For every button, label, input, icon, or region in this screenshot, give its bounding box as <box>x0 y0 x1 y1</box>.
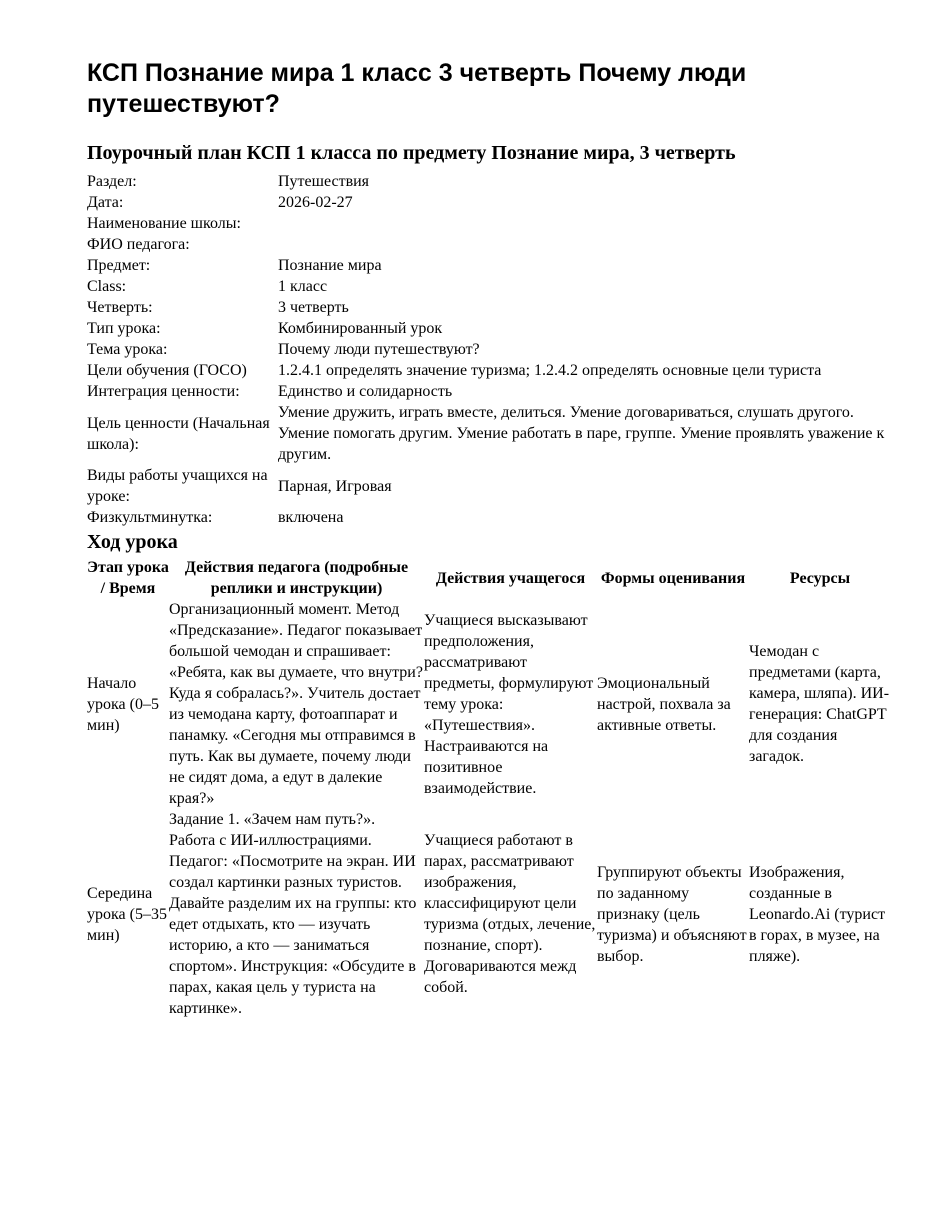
info-row-physical-break <box>87 507 891 528</box>
info-row-value-integration <box>87 381 891 402</box>
info-row-quarter <box>87 297 891 318</box>
plan-row-beginning <box>87 599 891 809</box>
cell-student-actions: Учащиеся высказывают предположения, рассматривают предметы, формулируют тему урока: «Путешествия». Настраиваются на позитивное взаимодействие. <box>424 611 594 797</box>
info-label: Тема урока: <box>87 341 168 358</box>
info-label: Дата: <box>87 194 124 211</box>
page-title: КСП Познание мира 1 класс 3 четверть Почему люди путешествуют? <box>87 59 747 118</box>
info-row-section <box>87 171 891 192</box>
info-value: 2026-02-27 <box>278 194 353 211</box>
info-value: Путешествия <box>278 173 370 190</box>
cell-stage: Середина урока (5–35 мин) <box>87 884 167 944</box>
header-teacher-actions: Действия педагога (подробные реплики и инструкции) <box>184 559 409 597</box>
info-row-value-goal <box>87 402 891 465</box>
header-stage: Этап урока / Время <box>87 559 169 597</box>
cell-assessment: Эмоциональный настрой, похвала за активные ответы. <box>597 674 731 734</box>
info-value: Почему люди путешествуют? <box>278 341 480 358</box>
header-student-actions: Действия учащегося <box>435 569 586 587</box>
info-label: Виды работы учащихся на уроке: <box>87 467 268 505</box>
info-label: Тип урока: <box>87 320 161 337</box>
lesson-info-table <box>87 171 891 528</box>
info-value: включена <box>278 509 344 526</box>
info-label: Предмет: <box>87 257 151 274</box>
info-label: Цели обучения (ГОСО) <box>87 362 247 379</box>
info-row-school <box>87 213 891 234</box>
plan-subtitle: Поурочный план КСП 1 класса по предмету Познание мира, 3 четверть <box>87 142 736 164</box>
info-label: Четверть: <box>87 299 153 316</box>
info-label: Наименование школы: <box>87 215 241 232</box>
info-label: Интеграция ценности: <box>87 383 240 400</box>
info-value: 1.2.4.1 определять значение туризма; 1.2.4.2 определять основные цели туриста <box>278 362 822 379</box>
info-value: 3 четверть <box>278 299 349 316</box>
info-value: Умение дружить, играть вместе, делиться. Умение договариваться, слушать другого. Умение помогать другим. Умение работать в паре, группе. Умение проявлять уважение к другим. <box>278 404 885 463</box>
info-label: Раздел: <box>87 173 137 190</box>
document-page <box>87 58 891 1019</box>
cell-student-actions: Учащиеся работают в парах, рассматривают изображения, классифицируют цели туризма (отдых, лечение, познание, спорт). Договариваются межд собой. <box>424 832 596 996</box>
info-row-lesson-type <box>87 318 891 339</box>
cell-teacher-actions: Задание 1. «Зачем нам путь?». Работа с ИИ-иллюстрациями. Педагог: «Посмотрите на экран. ИИ создал картинки разных туристов. Давайте разделим их на группы: кто едет отдыхать, кто — изучать историю, а кто — заниматься спортом». Инструкция: «Обсудите в парах, какая цель у туриста на картинке». <box>169 811 417 1017</box>
info-value <box>278 213 891 234</box>
header-resources: Ресурсы <box>789 569 851 587</box>
lesson-plan-table <box>87 557 891 1019</box>
cell-teacher-actions: Организационный момент. Метод «Предсказание». Педагог показывает большой чемодан и спрашивает: «Ребята, как вы думаете, что внутри? Куда я собралась?». Учитель достает из чемодана карту, фотоаппарат и панамку. «Сегодня мы отправимся в путь. Как вы думаете, почему люди не сидят дома, а едут в далекие края?» <box>169 601 423 807</box>
info-row-class <box>87 276 891 297</box>
info-value: Комбинированный урок <box>278 320 443 337</box>
info-value: 1 класс <box>278 278 328 295</box>
info-row-work-types <box>87 465 891 507</box>
info-row-goals <box>87 360 891 381</box>
cell-assessment: Группируют объекты по заданному признаку (цель туризма) и объясняют выбор. <box>597 863 747 965</box>
lesson-flow-heading: Ход урока <box>87 531 178 553</box>
info-label: ФИО педагога: <box>87 236 190 253</box>
plan-header-row <box>87 557 891 599</box>
info-row-subject <box>87 255 891 276</box>
cell-resources: Чемодан с предметами (карта, камера, шляпа). ИИ-генерация: ChatGPT для создания загадок. <box>749 643 890 765</box>
cell-resources: Изображения, созданные в Leonardo.Ai (турист в горах, в музее, на пляже). <box>749 863 886 965</box>
plan-row-middle <box>87 809 891 1019</box>
info-label: Цель ценности (Начальная школа): <box>87 414 270 453</box>
info-value: Парная, Игровая <box>278 477 392 495</box>
info-value: Единство и солидарность <box>278 383 453 400</box>
cell-stage: Начало урока (0–5 мин) <box>87 674 159 734</box>
info-value: Познание мира <box>278 257 382 274</box>
header-assessment: Формы оценивания <box>600 569 746 587</box>
info-value <box>278 234 891 255</box>
info-label: Class: <box>87 278 127 295</box>
info-row-teacher <box>87 234 891 255</box>
info-row-date <box>87 192 891 213</box>
info-row-topic <box>87 339 891 360</box>
info-label: Физкультминутка: <box>87 509 213 526</box>
